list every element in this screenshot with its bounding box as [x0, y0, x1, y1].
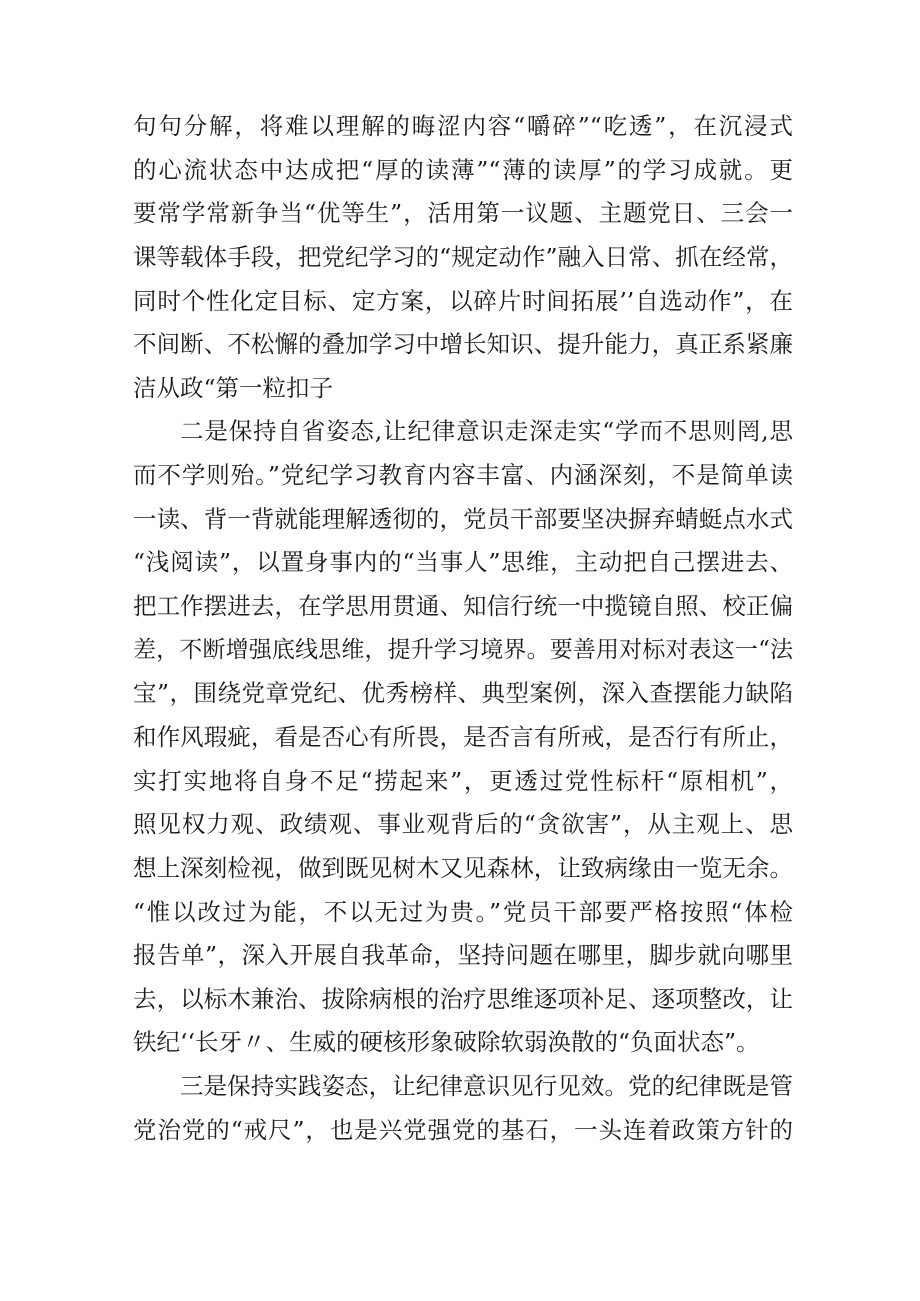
text-line: 一读、背一背就能理解透彻的，党员干部要坚决摒弃蜻蜓点水式 — [133, 504, 793, 533]
text-line: 的心流状态中达成把“厚的读薄”“薄的读厚”的学习成就。更 — [133, 155, 793, 184]
text-line: 照见权力观、政绩观、事业观背后的“贪欲害”，从主观上、思 — [133, 810, 793, 839]
paragraph-start-line: 三是保持实践姿态，让纪律意识见行见效。党的纪律既是管 — [180, 1072, 793, 1101]
text-line: 洁从政“第一粒扣子 — [133, 373, 334, 402]
text-line: 想上深刻检视，做到既见树木又见森林，让致病缘由一览无余。 — [133, 853, 793, 882]
text-line: 实打实地将自身不足“捞起来”，更透过党性标杆“原相机”， — [133, 766, 793, 795]
text-line: 宝”，围绕党章党纪、优秀榜样、典型案例，深入查摆能力缺陷 — [133, 679, 793, 708]
document-body — [133, 105, 793, 1152]
text-line: 报告单”，深入开展自我革命，坚持问题在哪里，脚步就向哪里 — [133, 941, 793, 970]
text-line: 铁纪‘‘长牙〃、生威的硬核形象破除软弱涣散的“负面状态”。 — [133, 1028, 760, 1057]
text-line: 党治党的“戒尺”，也是兴党强党的基石，一头连着政策方针的 — [133, 1115, 793, 1144]
text-line: 去，以标木兼治、拔除病根的治疗思维逐项补足、逐项整改，让 — [133, 984, 793, 1013]
text-line: “惟以改过为能，不以无过为贵。”党员干部要严格按照“体检 — [133, 897, 793, 926]
text-line: 同时个性化定目标、定方案，以碎片时间拓展’’自选动作”，在 — [133, 286, 793, 315]
text-line: 不间断、不松懈的叠加学习中增长知识、提升能力，真正系紧廉 — [133, 330, 793, 359]
text-line: 句句分解，将难以理解的晦涩内容“嚼碎”“吃透”，在沉浸式 — [133, 112, 793, 140]
paragraph-start-line: 二是保持自省姿态,让纪律意识走深走实“学而不思则罔,思 — [180, 417, 793, 446]
text-line: 要常学常新争当“优等生”，活用第一议题、主题党日、三会一 — [133, 199, 793, 228]
text-line: 差，不断增强底线思维，提升学习境界。要善用对标对表这一“法 — [133, 636, 793, 663]
text-line: 课等载体手段，把党纪学习的“规定动作”融入日常、抓在经常， — [133, 242, 793, 271]
text-line: “浅阅读”，以置身事内的“当事人”思维，主动把自己摆进去、 — [133, 548, 793, 577]
text-line: 把工作摆进去，在学思用贯通、知信行统一中揽镜自照、校正偏 — [133, 592, 793, 621]
text-line: 而不学则殆。”党纪学习教育内容丰富、内涵深刻，不是简单读 — [133, 461, 793, 490]
text-line: 和作风瑕疵，看是否心有所畏，是否言有所戒，是否行有所止， — [133, 722, 793, 751]
